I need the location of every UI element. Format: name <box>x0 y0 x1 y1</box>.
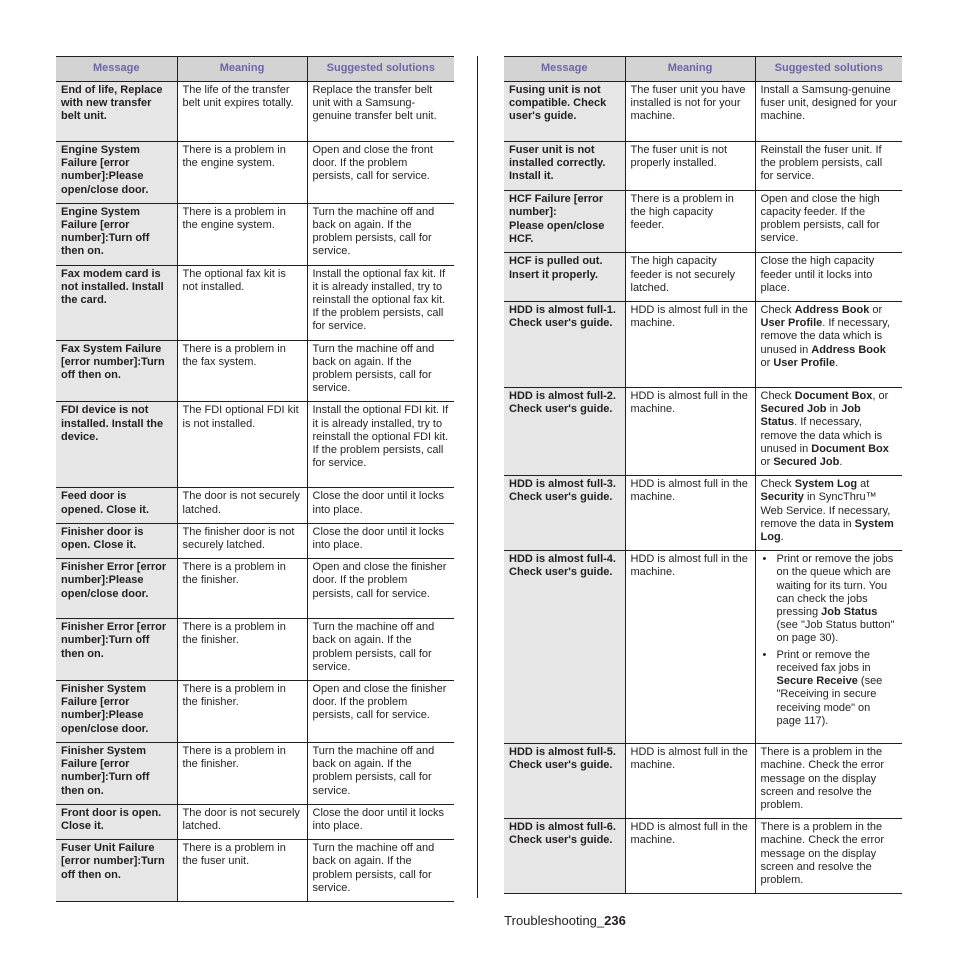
solution-text: Install a Samsung-genuine fuser unit, designed for your machine. <box>760 84 897 123</box>
meaning-cell <box>177 619 307 681</box>
solution-text: or <box>760 456 774 469</box>
solution-text: or <box>869 304 883 317</box>
message-text: Fuser Unit Failure [error number]:Turn off then on. <box>61 842 165 881</box>
solution-text <box>761 390 898 469</box>
meaning-text: HDD is almost full in the machine. <box>630 821 748 847</box>
meaning-text: HDD is almost full in the machine. <box>630 553 748 579</box>
message-text: HDD is almost full-5. Check user's guide. <box>509 746 616 772</box>
solution-cell <box>755 302 902 388</box>
header-meaning: Meaning <box>177 57 307 82</box>
solution-cell <box>755 82 902 142</box>
message-text: Finisher Error [error number]:Turn off then on. <box>61 621 167 660</box>
message-text: FDI device is not installed. Install the device. <box>61 404 164 443</box>
message-cell <box>56 681 177 743</box>
solution-text: Turn the machine off and back on again. If the problem persists, call for service. <box>312 744 435 797</box>
meaning-text: There is a problem in the engine system. <box>182 144 286 170</box>
message-text: Fuser unit is not installed correctly. Install it. <box>509 144 606 183</box>
solution-text: . <box>835 356 839 369</box>
message-text: HDD is almost full-1. Check user's guide. <box>509 304 616 330</box>
meaning-text: HDD is almost full in the machine. <box>630 304 748 330</box>
solution-cell <box>307 559 454 619</box>
emphasized-term: Job Status <box>760 403 861 429</box>
solution-text: or <box>760 356 774 369</box>
message-cell <box>56 340 177 402</box>
meaning-text: HDD is almost full in the machine. <box>630 746 748 772</box>
message-cell <box>56 82 177 142</box>
solution-text: Close the high capacity feeder until it locks into place. <box>760 255 875 294</box>
message-text: HDD is almost full-4. Check user's guide. <box>509 553 616 579</box>
table-row <box>504 253 902 302</box>
table-row <box>56 402 454 488</box>
solution-text: There is a problem in the machine. Check the error message on the display screen and resolve the problem. <box>760 746 884 812</box>
solution-cell <box>307 82 454 142</box>
solution-text: Check <box>760 478 795 491</box>
table-row <box>56 681 454 743</box>
meaning-cell <box>177 523 307 558</box>
solution-text: Install the optional fax kit. If it is already installed, try to reinstall the optional fax kit. If the problem persists, call for service. <box>312 267 446 333</box>
solution-text: Print or remove the jobs on the queue which are waiting for its turn. You can check the jobs pressing <box>776 553 894 619</box>
table-row <box>56 804 454 839</box>
solution-text: (see "Job Status button" on page 30). <box>776 619 895 645</box>
solution-text: (see "Receiving in secure receiving mode" on page 117). <box>776 675 883 727</box>
message-text: End of life, Replace with new transfer belt unit. <box>61 84 163 123</box>
meaning-text: There is a problem in the finisher. <box>182 561 286 587</box>
solution-text <box>761 193 898 246</box>
message-cell <box>56 742 177 804</box>
message-cell <box>504 388 625 476</box>
table-row <box>56 203 454 265</box>
meaning-text: There is a problem in the finisher. <box>182 683 286 709</box>
solution-text: in <box>826 403 842 416</box>
message-text: Finisher System Failure [error number]:Please open/close door. <box>61 683 149 735</box>
solution-cell <box>307 142 454 204</box>
message-cell <box>56 619 177 681</box>
table-row <box>504 190 902 253</box>
header-message: Message <box>504 57 625 82</box>
solution-cell <box>755 253 902 302</box>
meaning-cell <box>625 744 755 819</box>
table-row <box>56 340 454 402</box>
solution-cell <box>307 523 454 558</box>
message-text: HDD is almost full-6. Check user's guide. <box>509 821 616 847</box>
header-meaning: Meaning <box>625 57 755 82</box>
meaning-cell <box>625 82 755 142</box>
solution-text: Open and close the finisher door. If the problem persists, call for service. <box>312 683 447 722</box>
column-divider <box>477 56 478 898</box>
footer-section-title: Troubleshooting_ <box>504 913 605 928</box>
solution-cell <box>755 551 902 744</box>
solution-bullet-item <box>777 553 898 645</box>
solution-text <box>761 255 898 295</box>
meaning-text: The fuser unit is not properly installed. <box>630 144 728 170</box>
message-cell <box>504 819 625 894</box>
emphasized-term: System Log <box>760 517 894 544</box>
message-text: Fax System Failure [error number]:Turn off then on. <box>61 342 165 382</box>
header-suggested-solutions: Suggested solutions <box>755 57 902 82</box>
meaning-cell <box>177 340 307 402</box>
table-row <box>504 302 902 388</box>
solution-text <box>761 821 898 887</box>
meaning-text: The high capacity feeder is not securely latched. <box>630 255 736 294</box>
solution-text: Close the door until it locks into place. <box>312 525 444 552</box>
message-text: HCF Failure [error number]: <box>509 192 604 218</box>
solution-cell <box>307 265 454 340</box>
meaning-text: The finisher door is not securely latched. <box>182 525 295 552</box>
emphasized-term: Document Box <box>794 390 873 403</box>
page-number: 236 <box>604 913 626 928</box>
emphasized-term: Job Status <box>821 606 878 619</box>
meaning-text: There is a problem in the fax system. <box>182 342 286 368</box>
message-cell <box>56 488 177 523</box>
message-cell <box>56 559 177 619</box>
meaning-text: There is a problem in the fuser unit. <box>182 842 286 868</box>
solution-cell <box>307 804 454 839</box>
solution-text: Open and close the front door. If the problem persists, call for service. <box>312 144 433 183</box>
solution-text <box>761 478 898 544</box>
solution-cell <box>307 203 454 265</box>
solution-cell <box>307 840 454 902</box>
meaning-cell <box>177 82 307 142</box>
solution-bullet-item <box>777 649 898 728</box>
emphasized-term: System Log <box>794 478 858 491</box>
message-text: Finisher door is open. Close it. <box>61 525 144 552</box>
meaning-text: There is a problem in the finisher. <box>182 621 286 647</box>
meaning-text: HDD is almost full in the machine. <box>630 478 748 504</box>
solution-cell <box>755 819 902 894</box>
solution-cell <box>307 488 454 523</box>
solution-cell <box>755 190 902 253</box>
meaning-cell <box>177 559 307 619</box>
message-text: HDD is almost full-3. Check user's guide. <box>509 478 616 504</box>
solution-text: Close the door until it locks into place. <box>312 806 444 832</box>
emphasized-term: Security <box>760 491 804 504</box>
emphasized-term: Secured Job <box>773 456 840 469</box>
emphasized-term: User Profile <box>773 356 836 369</box>
message-text: Feed door is opened. Close it. <box>61 490 150 516</box>
meaning-cell <box>625 190 755 253</box>
meaning-cell <box>177 488 307 523</box>
message-text: HDD is almost full-2. Check user's guide. <box>509 390 616 416</box>
message-text: Finisher System Failure [error number]:Turn off then on. <box>61 744 150 797</box>
solution-cell <box>755 142 902 191</box>
message-text: Please open/close HCF. <box>509 220 605 246</box>
table-row <box>56 523 454 558</box>
message-cell <box>56 523 177 558</box>
meaning-cell <box>625 476 755 551</box>
meaning-text: The door is not securely latched. <box>182 490 300 516</box>
meaning-text: There is a problem in the high capacity feeder. <box>630 192 734 232</box>
message-cell <box>56 203 177 265</box>
meaning-cell <box>177 402 307 488</box>
header-suggested-solutions: Suggested solutions <box>307 57 454 82</box>
solution-cell <box>307 742 454 804</box>
meaning-cell <box>177 804 307 839</box>
meaning-cell <box>625 302 755 388</box>
table-row <box>504 82 902 142</box>
message-cell <box>504 190 625 253</box>
meaning-text: There is a problem in the finisher. <box>182 744 286 771</box>
meaning-text: HDD is almost full in the machine. <box>630 390 748 416</box>
solution-text <box>761 746 898 812</box>
meaning-cell <box>177 203 307 265</box>
message-cell <box>504 476 625 551</box>
message-cell <box>56 804 177 839</box>
solution-text: at <box>857 478 870 491</box>
solution-text: Turn the machine off and back on again. If the problem persists, call for service. <box>312 621 435 673</box>
message-text: Engine System Failure [error number]:Please open/close door. <box>61 144 149 196</box>
solution-cell <box>755 388 902 476</box>
solution-text: Install the optional FDI kit. If it is already installed, try to reinstall the optional FDI kit. If the problem persists, call for service. <box>312 404 449 470</box>
table-header-row <box>504 57 902 82</box>
message-text: Fax modem card is not installed. Install the card. <box>61 267 164 307</box>
solution-cell <box>755 476 902 551</box>
message-text: Engine System Failure [error number]:Turn off then on. <box>61 205 150 258</box>
table-row <box>56 142 454 204</box>
meaning-cell <box>625 819 755 894</box>
solution-text: Open and close the high capacity feeder. If the problem persists, call for service. <box>760 192 880 245</box>
message-cell <box>504 82 625 142</box>
meaning-cell <box>177 142 307 204</box>
solution-text: Turn the machine off and back on again. If the problem persists, call for service. <box>312 842 435 894</box>
solution-text: Check <box>760 390 795 403</box>
error-message-table-left <box>56 56 454 902</box>
message-cell <box>504 253 625 302</box>
solution-text: . <box>780 531 784 544</box>
table-row <box>56 82 454 142</box>
table-row <box>504 388 902 476</box>
meaning-cell <box>625 388 755 476</box>
message-cell <box>56 840 177 902</box>
table-row <box>56 742 454 804</box>
table-row <box>56 265 454 340</box>
meaning-cell <box>625 551 755 744</box>
solution-text: Close the door until it locks into place. <box>312 490 444 516</box>
solution-text: Turn the machine off and back on again. If the problem persists, call for service. <box>312 342 435 395</box>
message-cell <box>56 265 177 340</box>
emphasized-term: Address Book <box>811 343 886 356</box>
solution-text: . If necessary, remove the data which is unused in <box>760 416 883 455</box>
table-row <box>504 142 902 191</box>
solution-text: . If necessary, remove the data which is unused in <box>760 317 890 356</box>
message-cell <box>504 744 625 819</box>
solution-text: Turn the machine off and back on again. If the problem persists, call for service. <box>312 205 435 258</box>
solution-cell <box>307 619 454 681</box>
table-row <box>56 559 454 619</box>
message-text: Front door is open. Close it. <box>61 806 162 832</box>
meaning-text: There is a problem in the engine system. <box>182 205 286 232</box>
meaning-cell <box>177 840 307 902</box>
meaning-text: The optional fax kit is not installed. <box>182 267 286 293</box>
emphasized-term: Address Book <box>794 304 870 317</box>
meaning-text: The life of the transfer belt unit expires totally. <box>182 84 294 110</box>
message-cell <box>504 551 625 744</box>
emphasized-term: Secure Receive <box>776 675 858 688</box>
table-row <box>56 840 454 902</box>
meaning-cell <box>177 265 307 340</box>
message-text: HCF is pulled out. Insert it properly. <box>509 255 603 281</box>
table-row <box>504 551 902 744</box>
message-cell <box>56 142 177 204</box>
table-row <box>504 744 902 819</box>
table-header-row <box>56 57 454 82</box>
solution-text: , or <box>872 390 889 403</box>
message-cell <box>56 402 177 488</box>
solution-cell <box>307 402 454 488</box>
solution-text: Reinstall the fuser unit. If the problem persists, call for service. <box>760 144 883 183</box>
solution-text: There is a problem in the machine. Check the error message on the display screen and resolve the problem. <box>760 821 884 887</box>
emphasized-term: Secured Job <box>760 403 827 416</box>
solution-bullet-list <box>761 553 898 728</box>
meaning-text: The door is not securely latched. <box>182 806 300 832</box>
page-footer <box>0 913 954 928</box>
emphasized-term: User Profile <box>760 317 823 330</box>
table-row <box>504 476 902 551</box>
meaning-text: The fuser unit you have installed is not for your machine. <box>630 84 746 123</box>
meaning-cell <box>177 742 307 804</box>
solution-text: . <box>839 456 843 469</box>
solution-text <box>761 304 898 370</box>
message-text: Finisher Error [error number]:Please open/close door. <box>61 561 167 600</box>
emphasized-term: Document Box <box>811 442 889 455</box>
solution-text: Replace the transfer belt unit with a Samsung-genuine transfer belt unit. <box>312 84 437 123</box>
solution-text <box>761 84 898 124</box>
meaning-cell <box>177 681 307 743</box>
table-row <box>56 488 454 523</box>
message-cell <box>504 142 625 191</box>
meaning-cell <box>625 253 755 302</box>
message-text: Fusing unit is not compatible. Check user's guide. <box>509 84 607 123</box>
solution-text: in SyncThru™ Web Service. If necessary, remove the data in <box>760 491 891 530</box>
solution-text <box>761 144 898 184</box>
table-row <box>56 619 454 681</box>
solution-cell <box>307 340 454 402</box>
error-message-table-right <box>504 56 902 894</box>
solution-text: Open and close the finisher door. If the problem persists, call for service. <box>312 561 447 600</box>
table-row <box>504 819 902 894</box>
solution-cell <box>755 744 902 819</box>
message-cell <box>504 302 625 388</box>
solution-text: Print or remove the received fax jobs in <box>776 648 871 674</box>
meaning-text: The FDI optional FDI kit is not installed. <box>182 404 299 430</box>
solution-text: Check <box>760 304 795 317</box>
solution-cell <box>307 681 454 743</box>
meaning-cell <box>625 142 755 191</box>
header-message: Message <box>56 57 177 82</box>
